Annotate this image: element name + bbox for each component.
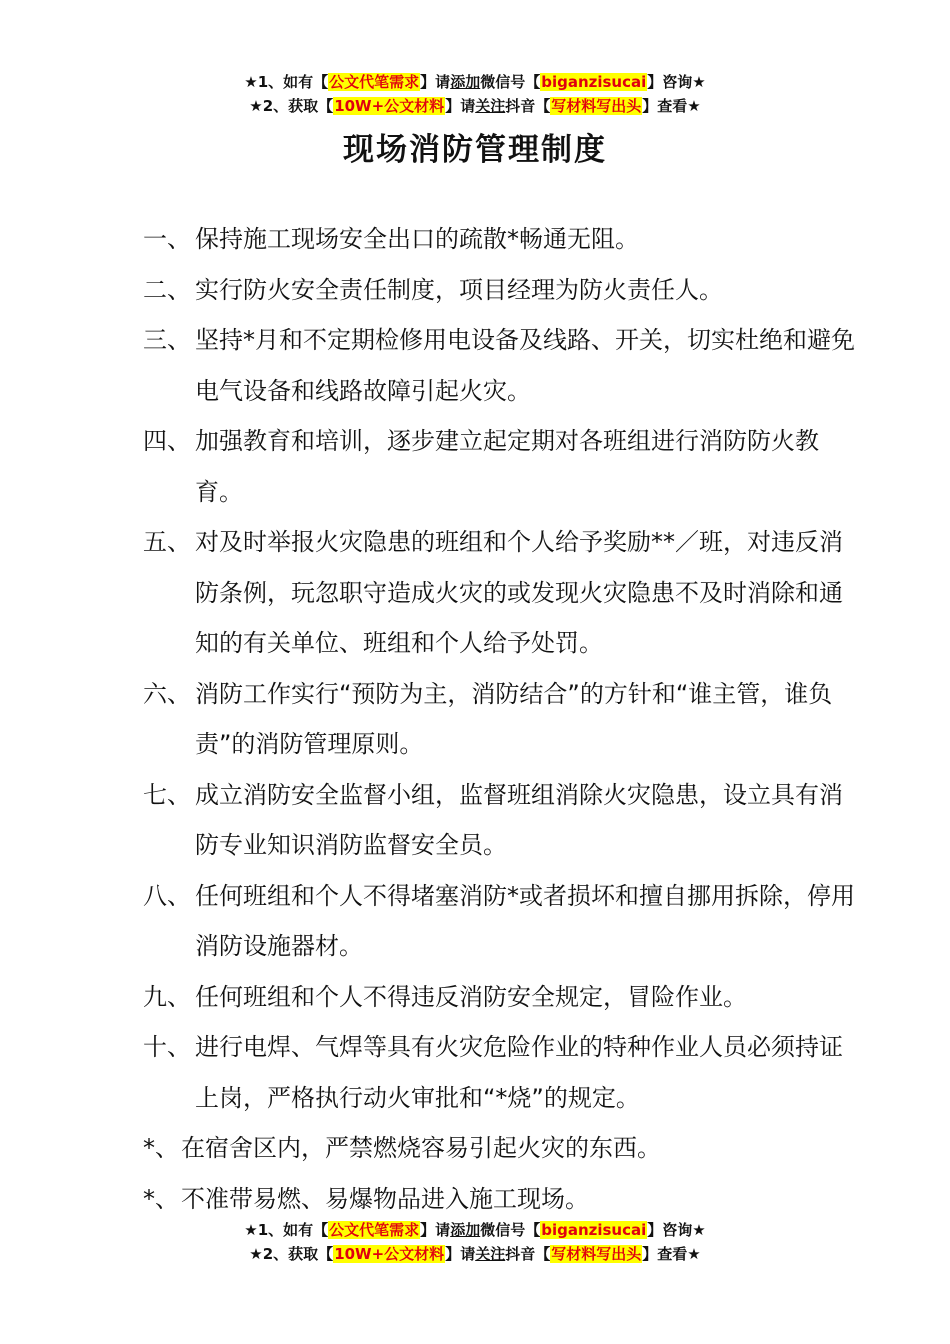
item-number: *、 (143, 1134, 179, 1162)
item-number: 九、 (143, 982, 191, 1011)
promo-text: ★2、获取【 (249, 97, 334, 115)
item-number: 十、 (143, 1033, 191, 1061)
list-item (143, 669, 863, 770)
list-item (143, 214, 863, 265)
promo-text: 】请 (445, 1245, 476, 1263)
promo-line-2 (0, 94, 950, 118)
promo-underline: 添加 (450, 1221, 481, 1239)
list-item (143, 1022, 863, 1123)
item-text: 加强教育和培训，逐步建立起定期对各班组进行消防防火教育。 (195, 427, 819, 506)
promo-text: 】查看★ (642, 1245, 701, 1263)
list-item (143, 871, 863, 972)
promo-highlight: biganzisucai (541, 73, 647, 91)
promo-highlight: 写材料写出头 (551, 1245, 642, 1263)
footer-promo-banner (0, 1218, 950, 1266)
list-item (143, 265, 863, 316)
promo-text: 】请 (420, 1221, 451, 1239)
promo-line-1 (0, 70, 950, 94)
list-item (143, 315, 863, 416)
promo-text: 】查看★ (642, 97, 701, 115)
item-number: 二、 (143, 275, 191, 304)
item-number: *、 (143, 1184, 179, 1213)
regulation-list (143, 214, 863, 1224)
list-item (143, 416, 863, 517)
item-number: 三、 (143, 326, 191, 354)
promo-text: ★2、获取【 (249, 1245, 334, 1263)
list-item (143, 517, 863, 669)
item-text: 成立消防安全监督小组，监督班组消除火灾隐患，设立具有消防专业知识消防监督安全员。 (195, 780, 843, 859)
item-text: 对及时举报火灾隐患的班组和个人给予奖励**／班，对违反消防条例，玩忽职守造成火灾的或发现火灾隐患不及时消除和通知的有关单位、班组和个人给予处罚。 (195, 528, 843, 657)
list-item (143, 770, 863, 871)
item-text: 在宿舍区内，严禁燃烧容易引起火灾的东西。 (181, 1134, 661, 1162)
promo-text: 】咨询★ (647, 73, 706, 91)
promo-highlight: 公文代笔需求 (329, 73, 420, 91)
promo-text: ★1、如有【 (244, 73, 329, 91)
promo-text: 微信号【 (480, 1221, 541, 1239)
item-text: 任何班组和个人不得违反消防安全规定，冒险作业。 (195, 982, 747, 1011)
promo-text: 】请 (445, 97, 476, 115)
promo-line-2 (0, 1242, 950, 1266)
item-number: 四、 (143, 427, 191, 455)
promo-text: ★1、如有【 (244, 1221, 329, 1239)
promo-line-1 (0, 1218, 950, 1242)
list-item (143, 1174, 863, 1225)
promo-text: 】请 (420, 73, 451, 91)
promo-underline: 关注 (475, 1245, 506, 1263)
list-item (143, 1123, 863, 1174)
promo-highlight: biganzisucai (541, 1221, 647, 1239)
item-text: 任何班组和个人不得堵塞消防*或者损坏和擅自挪用拆除，停用消防设施器材。 (195, 881, 855, 960)
item-number: 一、 (143, 225, 191, 253)
item-text: 不准带易燃、易爆物品进入施工现场。 (181, 1184, 589, 1213)
promo-text: 微信号【 (480, 73, 541, 91)
item-text: 消防工作实行“预防为主，消防结合”的方针和“谁主管，谁负责”的消防管理原则。 (195, 679, 833, 758)
item-number: 六、 (143, 679, 191, 708)
page-title: 现场消防管理制度 (343, 132, 607, 168)
promo-text: 】咨询★ (647, 1221, 706, 1239)
promo-text: 抖音【 (505, 97, 551, 115)
promo-highlight: 写材料写出头 (551, 97, 642, 115)
promo-text: 抖音【 (505, 1245, 551, 1263)
item-number: 八、 (143, 881, 191, 910)
promo-highlight: 10W+公文材料 (334, 97, 445, 115)
promo-highlight: 公文代笔需求 (329, 1221, 420, 1239)
promo-underline: 添加 (450, 73, 481, 91)
list-item (143, 972, 863, 1023)
item-number: 七、 (143, 780, 191, 809)
header-promo-banner (0, 70, 950, 118)
item-text: 进行电焊、气焊等具有火灾危险作业的特种作业人员必须持证上岗，严格执行动火审批和“*烧”的规定。 (195, 1033, 843, 1112)
item-number: 五、 (143, 528, 191, 556)
item-text: 实行防火安全责任制度，项目经理为防火责任人。 (195, 275, 723, 304)
item-text: 坚持*月和不定期检修用电设备及线路、开关，切实杜绝和避免电气设备和线路故障引起火灾。 (195, 326, 855, 405)
promo-highlight: 10W+公文材料 (334, 1245, 445, 1263)
promo-underline: 关注 (475, 97, 506, 115)
item-text: 保持施工现场安全出口的疏散*畅通无阻。 (195, 225, 639, 253)
